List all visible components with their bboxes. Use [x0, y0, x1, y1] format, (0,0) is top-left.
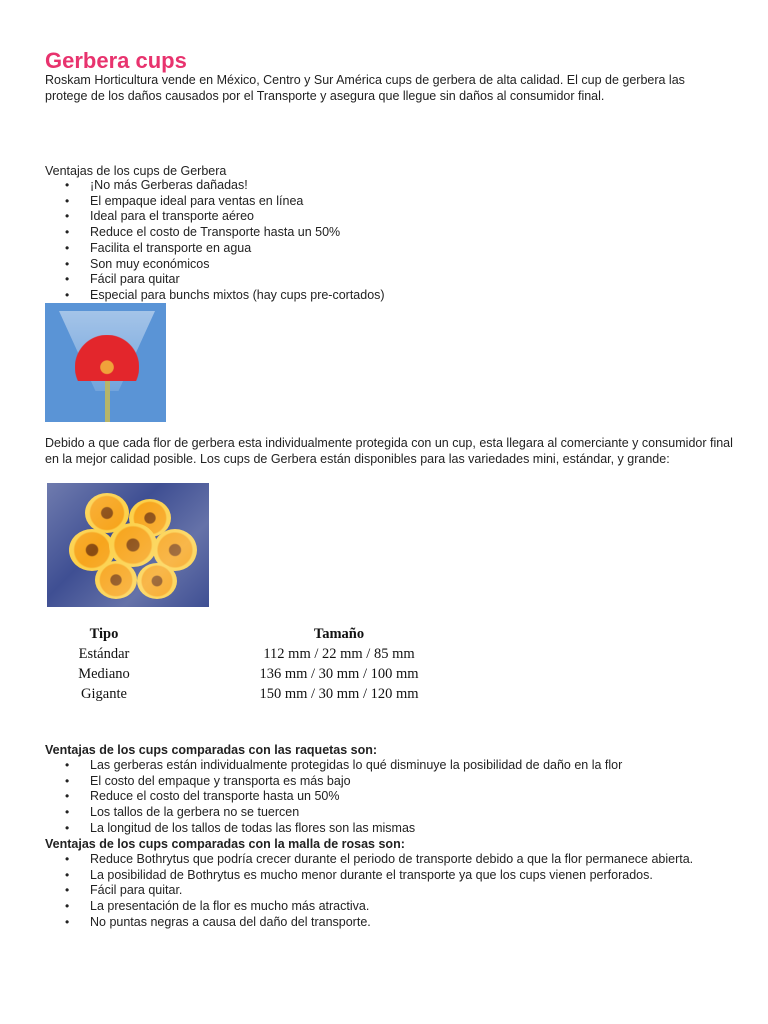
table-row: [47, 684, 517, 704]
list-item: • Son muy económicos: [45, 257, 385, 273]
list-item: • Reduce el costo de Transporte hasta un 50%: [45, 225, 385, 241]
list-item: • Facilita el transporte en agua: [45, 241, 385, 257]
table-cell-size: 112 mm / 22 mm / 85 mm: [263, 645, 415, 662]
cup-size-table: [47, 624, 517, 704]
list-item: • El costo del empaque y transporta es más bajo: [45, 774, 622, 790]
page-title: Gerbera cups: [45, 48, 187, 73]
table-cell-type: Estándar: [78, 645, 130, 662]
list-item: • Fácil para quitar.: [45, 883, 693, 899]
intro-paragraph: Roskam Horticultura vende en México, Centro y Sur América cups de gerbera de alta calidad. El cup de gerbera las protege de los daños causados por el Transporte y asegura que llegue sin daños al consumidor final.: [45, 73, 685, 103]
table-header-row: [47, 624, 517, 644]
list-item: • Reduce Bothrytus que podría crecer durante el periodo de transporte debido a que la flor permanece abierta.: [45, 852, 693, 868]
list-item: • La posibilidad de Bothrytus es mucho menor durante el transporte ya que los cups vienen perforados.: [45, 868, 693, 884]
list-item: • La presentación de la flor es mucho más atractiva.: [45, 899, 693, 915]
list-item: • Reduce el costo del transporte hasta un 50%: [45, 789, 622, 805]
list-item: • Los tallos de la gerbera no se tuercen: [45, 805, 622, 821]
table-cell-type: Gigante: [81, 685, 127, 702]
column-header-size: Tamaño: [313, 625, 365, 642]
gerbera-cup-photo: [45, 303, 166, 422]
vs-rose-mesh-heading: Ventajas de los cups comparadas con la malla de rosas son:: [45, 837, 405, 851]
column-header-type: Tipo: [89, 625, 119, 642]
table-row: [47, 644, 517, 664]
list-item: • No puntas negras a causa del daño del transporte.: [45, 915, 693, 931]
red-gerbera-flower: [75, 335, 139, 381]
vs-rackets-heading: Ventajas de los cups comparadas con las raquetas son:: [45, 743, 378, 757]
vs-rose-mesh-list: [45, 852, 693, 931]
list-item: • La longitud de los tallos de todas las flores son las mismas: [45, 821, 622, 837]
list-item: • El empaque ideal para ventas en línea: [45, 194, 385, 210]
advantages-heading: Ventajas de los cups de Gerbera: [45, 164, 227, 178]
table-cell-size: 150 mm / 30 mm / 120 mm: [259, 685, 419, 702]
list-item: • Las gerberas están individualmente protegidas lo qué disminuye la posibilidad de daño en la flor: [45, 758, 622, 774]
table-cell-type: Mediano: [78, 665, 130, 682]
table-row: [47, 664, 517, 684]
flower-stem: [105, 381, 110, 422]
vs-rackets-list: [45, 758, 622, 837]
list-item: • Fácil para quitar: [45, 272, 385, 288]
list-item: • ¡No más Gerberas dañadas!: [45, 178, 385, 194]
list-item: • Ideal para el transporte aéreo: [45, 209, 385, 225]
table-cell-size: 136 mm / 30 mm / 100 mm: [259, 665, 419, 682]
list-item: • Especial para bunchs mixtos (hay cups pre-cortados): [45, 288, 385, 304]
availability-paragraph: Debido a que cada flor de gerbera esta individualmente protegida con un cup, esta llegara al comerciante y consumidor final en la mejor calidad posible. Los cups de Gerbera están disponibles para las variedades mini, estándar, y grande:: [45, 436, 733, 466]
advantages-list: [45, 178, 385, 304]
cellophane-overlay: [47, 483, 209, 607]
gerbera-bunch-photo: [47, 483, 209, 607]
